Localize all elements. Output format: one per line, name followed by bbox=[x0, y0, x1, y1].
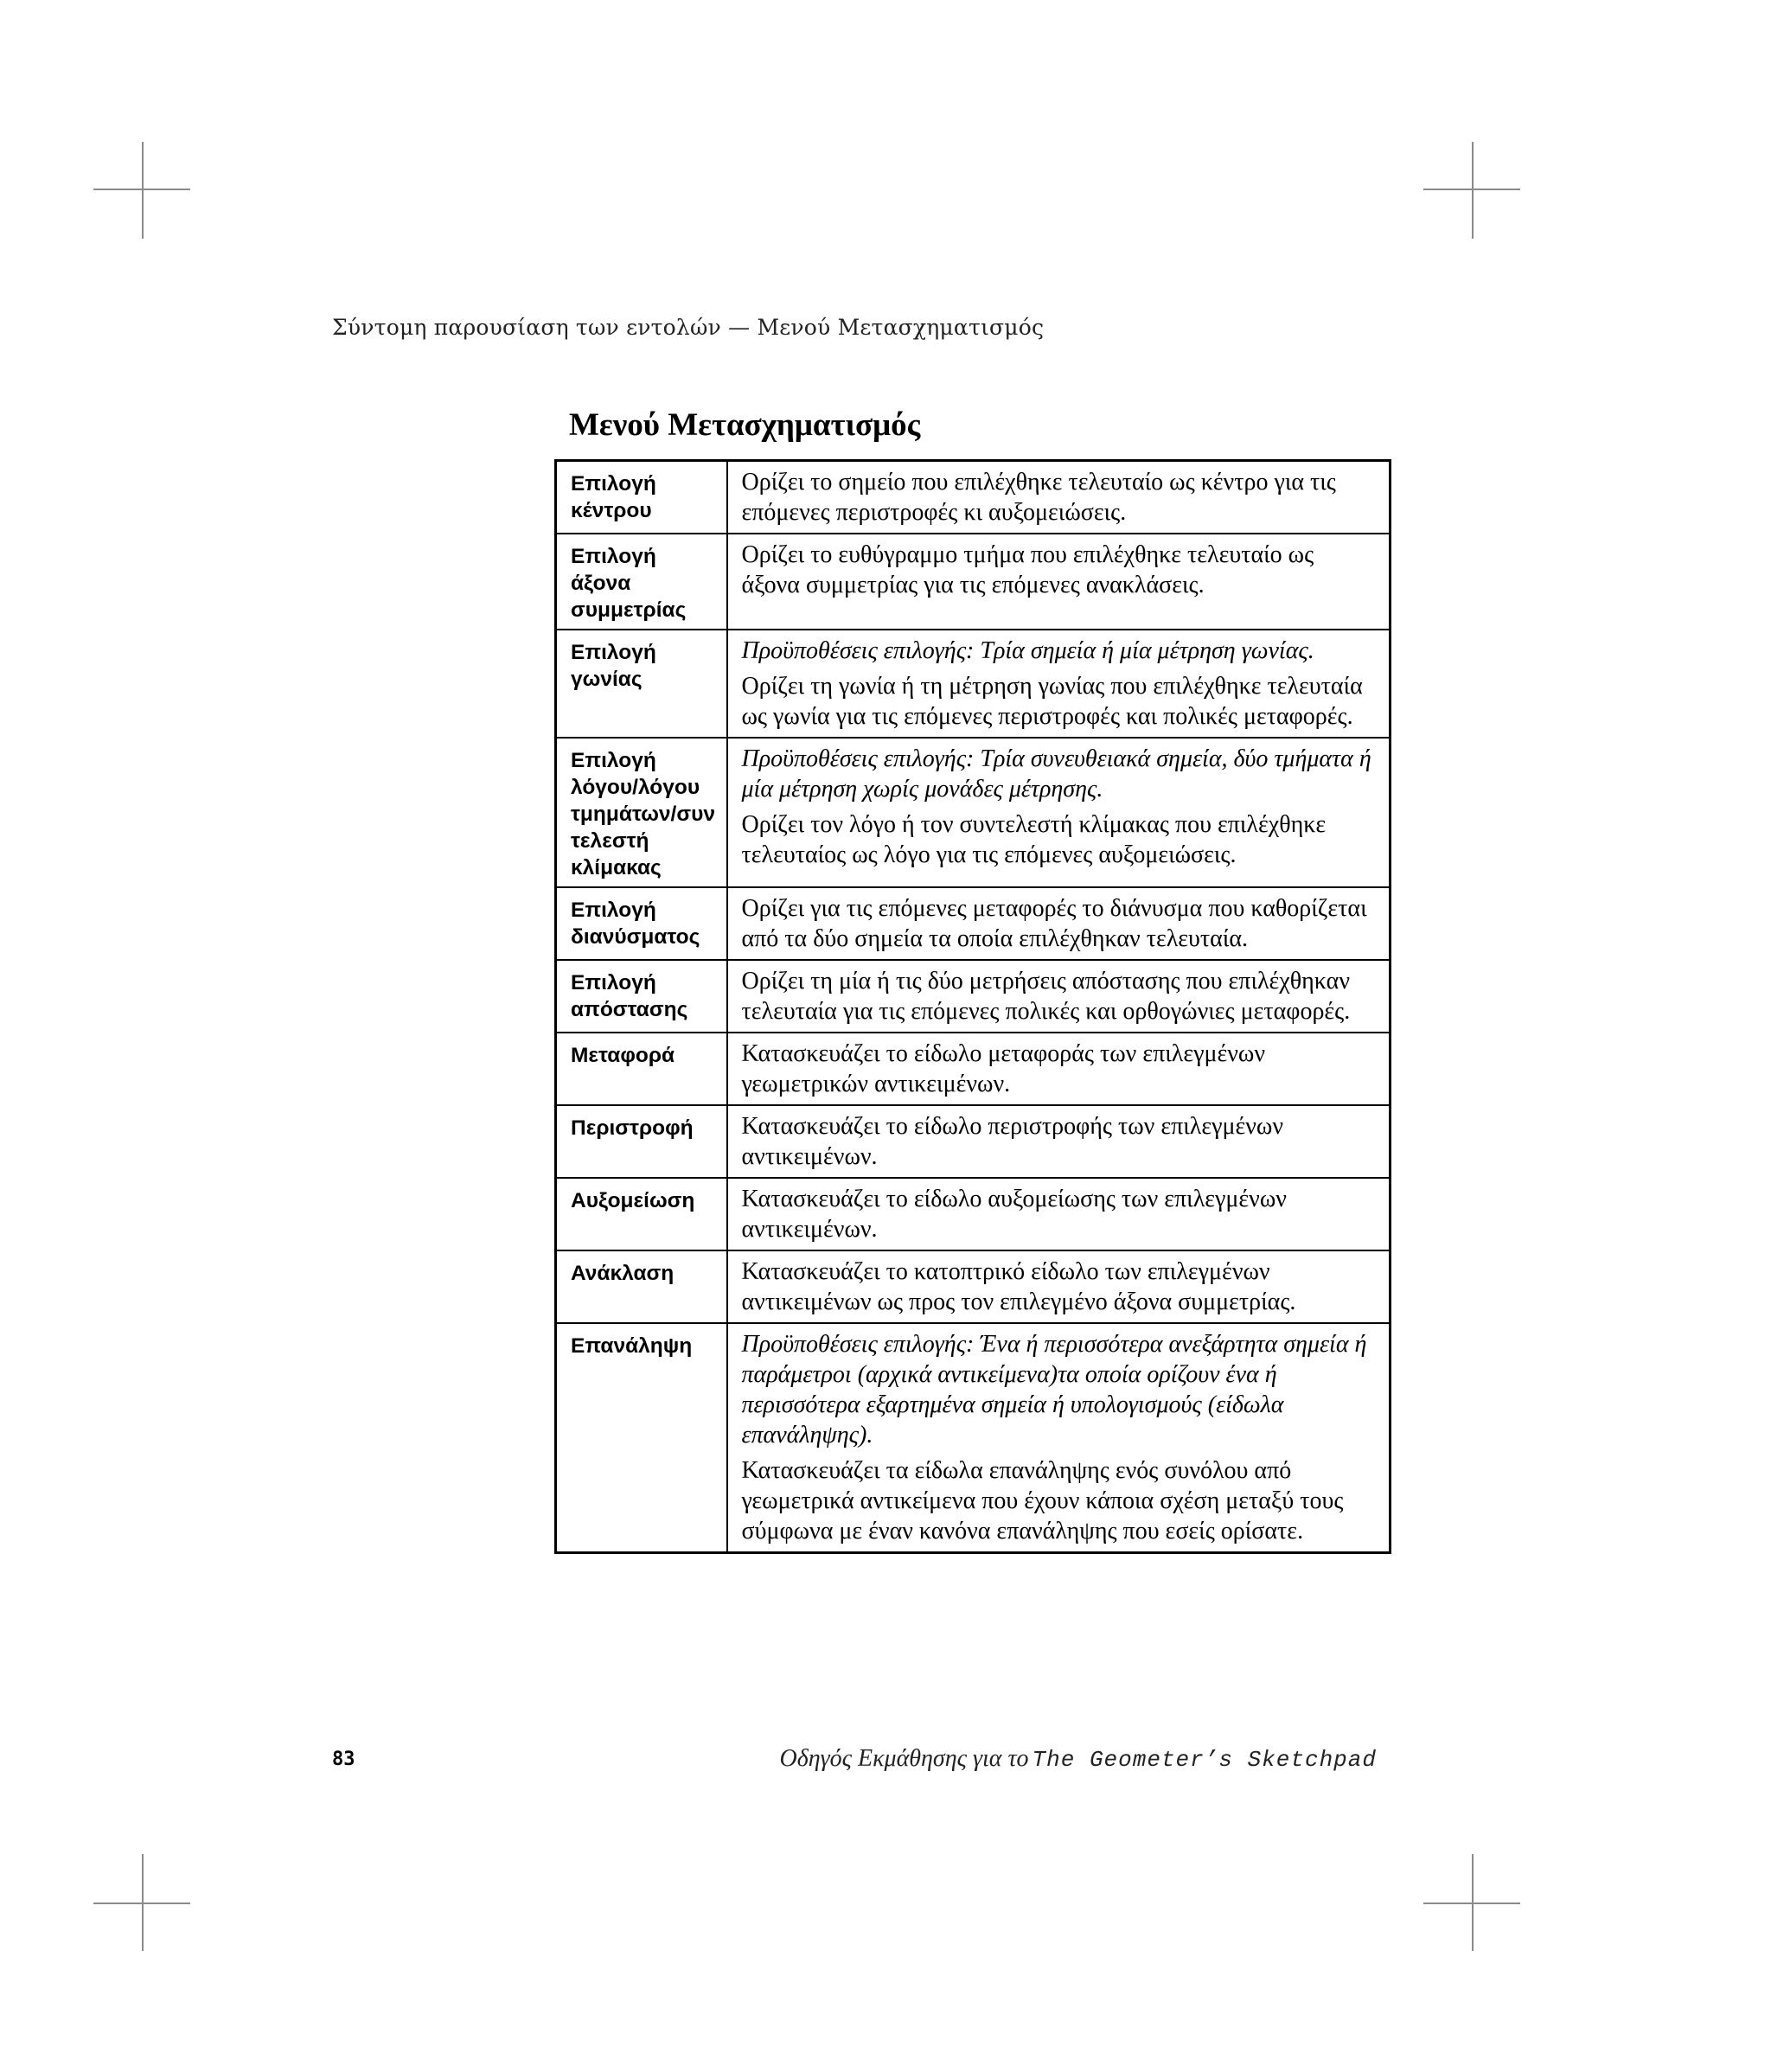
command-name: Επιλογή απόστασης bbox=[556, 960, 727, 1033]
selection-prerequisites: Προϋποθέσεις επιλογής: Ένα ή περισσότερα ανεξάρτητα σημεία ή παράμετροι (αρχικά αντικείμενα)τα οποία ορίζουν ένα ή περισσότερα εξαρτημένα σημεία ή υπολογισμούς (είδωλα επανάληψης). bbox=[741, 1331, 1367, 1448]
product-name: The Geometer’s Sketchpad bbox=[1032, 1747, 1377, 1773]
table-row bbox=[556, 1105, 1391, 1178]
guide-title: Οδηγός Εκμάθησης για το bbox=[779, 1745, 1029, 1772]
table-row bbox=[556, 534, 1391, 630]
description-text: Ορίζει τη μία ή τις δύο μετρήσεις απόστασης που επιλέχθηκαν τελευταία για τις επόμενες πολικές και ορθογώνιες μεταφορές. bbox=[741, 968, 1351, 1025]
commands-table bbox=[554, 459, 1391, 1554]
command-name: Επιλογή λόγου/λόγου τμημάτων/συν τελεστή κλίμακας bbox=[556, 738, 727, 887]
command-description bbox=[727, 630, 1391, 738]
command-description bbox=[727, 1178, 1391, 1250]
page-number: 83 bbox=[332, 1749, 355, 1770]
table-row bbox=[556, 887, 1391, 960]
command-description bbox=[727, 887, 1391, 960]
command-name: Ανάκλαση bbox=[556, 1250, 727, 1323]
command-description bbox=[727, 738, 1391, 887]
description-text: Κατασκευάζει το είδωλο περιστροφής των επιλεγμένων αντικειμένων. bbox=[741, 1113, 1283, 1170]
command-description bbox=[727, 1250, 1391, 1323]
command-description bbox=[727, 1323, 1391, 1553]
command-name: Αυξομείωση bbox=[556, 1178, 727, 1250]
table-row bbox=[556, 630, 1391, 738]
table-row bbox=[556, 1323, 1391, 1553]
selection-prerequisites: Προϋποθέσεις επιλογής: Τρία συνευθειακά σημεία, δύο τμήματα ή μία μέτρηση χωρίς μονάδες μέτρησης. bbox=[741, 745, 1371, 803]
description-text: Ορίζει τον λόγο ή τον συντελεστή κλίμακας που επιλέχθηκε τελευταίος ως λόγο για τις επόμενες αυξομειώσεις. bbox=[741, 811, 1327, 868]
command-name: Επιλογή κέντρου bbox=[556, 461, 727, 534]
crop-mark bbox=[142, 1854, 144, 1951]
section-title: Μενού Μετασχηματισμός bbox=[569, 407, 921, 443]
command-name: Επιλογή γωνίας bbox=[556, 630, 727, 738]
description-text: Κατασκευάζει τα είδωλα επανάληψης ενός συνόλου από γεωμετρικά αντικείμενα που έχουν κάποια σχέση μεταξύ τους σύμφωνα με έναν κανόνα επανάληψης που εσείς ορίσατε. bbox=[741, 1457, 1344, 1544]
description-text: Ορίζει το ευθύγραμμο τμήμα που επιλέχθηκε τελευταίο ως άξονα συμμετρίας για τις επόμενες ανακλάσεις. bbox=[741, 541, 1314, 598]
command-name: Επανάληψη bbox=[556, 1323, 727, 1553]
table-row bbox=[556, 1033, 1391, 1105]
selection-prerequisites: Προϋποθέσεις επιλογής: Τρία σημεία ή μία μέτρηση γωνίας. bbox=[741, 637, 1314, 664]
command-name: Επιλογή διανύσματος bbox=[556, 887, 727, 960]
description-text: Κατασκευάζει το είδωλο αυξομείωσης των επιλεγμένων αντικειμένων. bbox=[741, 1186, 1287, 1243]
footer-guide-title bbox=[779, 1745, 1377, 1773]
table-row bbox=[556, 1178, 1391, 1250]
description-text: Κατασκευάζει το είδωλο μεταφοράς των επιλεγμένων γεωμετρικών αντικειμένων. bbox=[741, 1040, 1265, 1097]
description-text: Ορίζει τη γωνία ή τη μέτρηση γωνίας που επιλέχθηκε τελευταία ως γωνία για τις επόμενες περιστροφές και πολικές μεταφορές. bbox=[741, 673, 1363, 730]
description-text: Ορίζει για τις επόμενες μεταφορές το διάνυσμα που καθορίζεται από τα δύο σημεία τα οποία επιλέχθηκαν τελευταία. bbox=[741, 895, 1367, 952]
table-row bbox=[556, 960, 1391, 1033]
command-name: Επιλογή άξονα συμμετρίας bbox=[556, 534, 727, 630]
command-description bbox=[727, 534, 1391, 630]
command-description bbox=[727, 1105, 1391, 1178]
crop-mark bbox=[1472, 142, 1474, 239]
description-text: Ορίζει το σημείο που επιλέχθηκε τελευταίο ως κέντρο για τις επόμενες περιστροφές κι αυξομειώσεις. bbox=[741, 469, 1336, 526]
command-description bbox=[727, 960, 1391, 1033]
command-description bbox=[727, 461, 1391, 534]
table-row bbox=[556, 1250, 1391, 1323]
description-text: Κατασκευάζει το κατοπτρικό είδωλο των επιλεγμένων αντικειμένων ως προς τον επιλεγμένο άξονα συμμετρίας. bbox=[741, 1258, 1296, 1315]
running-head: Σύντομη παρουσίαση των εντολών — Μενού Μετασχηματισμός bbox=[332, 315, 1045, 340]
command-name: Περιστροφή bbox=[556, 1105, 727, 1178]
table-row bbox=[556, 738, 1391, 887]
command-description bbox=[727, 1033, 1391, 1105]
table-row bbox=[556, 461, 1391, 534]
crop-mark bbox=[142, 142, 144, 239]
command-name: Μεταφορά bbox=[556, 1033, 727, 1105]
crop-mark bbox=[1472, 1854, 1474, 1951]
commands-table-body bbox=[556, 461, 1391, 1553]
